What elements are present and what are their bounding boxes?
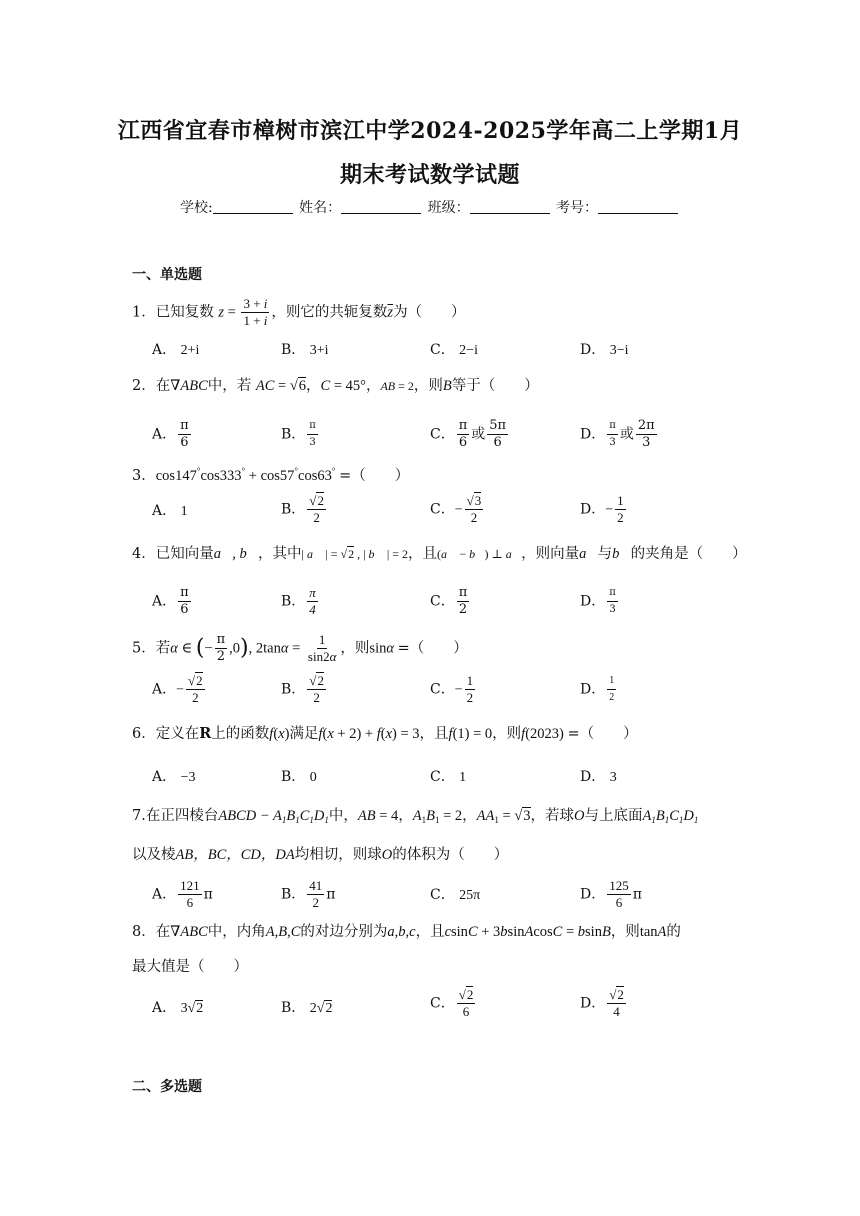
q6-option-c[interactable]: C． 1 bbox=[430, 769, 467, 785]
q1-option-c[interactable]: C． 2−i bbox=[430, 342, 478, 358]
q4-option-d[interactable]: D． $\frac{\pi}{3}$ bbox=[580, 587, 616, 615]
school-label: 学校: bbox=[179, 200, 213, 216]
class-label: 班级： bbox=[427, 200, 470, 216]
question-7: 7.在正四棱台ABCD − $A_1B_1C_1D_1$中，AB = 4，$A_1B_1 = 2$，$AA_1 = √3$，若球O与上底面$A_1B_1C_1D_1$ bbox=[132, 808, 699, 825]
question-8-line2: 最大值是（ ） bbox=[132, 959, 248, 975]
document-title-line2: 期末考试数学试题 bbox=[339, 162, 520, 188]
q3-option-b[interactable]: B． $\frac{√2}{2}$ bbox=[281, 493, 324, 525]
q1-option-d[interactable]: D． 3−i bbox=[580, 342, 629, 358]
q2-option-c[interactable]: C． $\frac{\pi}{6}$ 或 $\frac{5\pi}{6}$ bbox=[430, 418, 507, 450]
question-3: 3．cos147°cos333° + cos57°cos63° =（ ） bbox=[132, 466, 410, 484]
q7-option-d[interactable]: D． $\frac{125}{6}$ π bbox=[580, 878, 642, 910]
q7-option-a[interactable]: A． $\frac{121}{6}$ π bbox=[152, 878, 213, 910]
q6-option-d[interactable]: D． 3 bbox=[580, 769, 617, 785]
q7-option-c[interactable]: C． 25π bbox=[430, 887, 481, 903]
q5-option-c[interactable]: C．− $\frac{1}{2}$ bbox=[430, 673, 474, 705]
exam-number-blank[interactable] bbox=[598, 213, 678, 214]
q3-option-c[interactable]: C．− $\frac{√3}{2}$ bbox=[430, 493, 482, 525]
student-info-row bbox=[0, 197, 860, 217]
school-blank[interactable] bbox=[213, 213, 293, 214]
q6-option-b[interactable]: B． 0 bbox=[281, 769, 317, 785]
section-multi-choice: 二、多选题 bbox=[132, 1079, 202, 1095]
q2-option-b[interactable]: B． $\frac{\pi}{3}$ bbox=[281, 420, 316, 448]
q1-option-a[interactable]: A． 2+i bbox=[152, 342, 200, 358]
q8-option-b[interactable]: B． 2√2 bbox=[281, 1000, 333, 1016]
q1-option-b[interactable]: B． 3+i bbox=[281, 342, 329, 358]
q4-option-c[interactable]: C． $\frac{\pi}{2}$ bbox=[430, 585, 468, 617]
question-4: 4．已知向量a⃗, b⃗，其中| a⃗ | = √2 , | b⃗ | = 2，且(a⃗ − b⃗) ⊥ a⃗，则向量a⃗与b⃗的夹角是（ ） bbox=[132, 546, 747, 562]
q3-option-d[interactable]: D．− $\frac{1}{2}$ bbox=[580, 493, 624, 525]
q5-option-a[interactable]: A．− $\frac{√2}{2}$ bbox=[152, 673, 203, 705]
q8-option-a[interactable]: A． 3√2 bbox=[152, 1000, 204, 1016]
section-single-choice: 一、单选题 bbox=[132, 267, 202, 283]
q2-option-a[interactable]: A． $\frac{\pi}{6}$ bbox=[152, 418, 189, 450]
q6-option-a[interactable]: A． −3 bbox=[152, 769, 196, 785]
name-blank[interactable] bbox=[341, 213, 421, 214]
name-label: 姓名： bbox=[299, 200, 342, 216]
class-blank[interactable] bbox=[470, 213, 550, 214]
document-title-line1: 江西省宜春市樟树市滨江中学2024-2025学年高二上学期1月 bbox=[117, 118, 743, 144]
q4-option-b[interactable]: B． $\frac{\pi}{4}$ bbox=[281, 585, 316, 617]
question-8: 8．在∇ABC中，内角A,B,C的对边分别为a,b,c，且csinC + 3bsinAcosC = bsinB，则tanA的 bbox=[132, 924, 681, 940]
question-6: 6．定义在R上的函数f(x)满足f(x + 2) + f(x) = 3，且f(1) = 0，则f(2023) =（ ） bbox=[132, 725, 638, 742]
q2-option-d[interactable]: D． $\frac{\pi}{3}$ 或 $\frac{2\pi}{3}$ bbox=[580, 418, 655, 450]
q8-option-d[interactable]: D． $\frac{√2}{4}$ bbox=[580, 987, 624, 1019]
question-1: 1．已知复数 z = $\frac{3 + i}{1 + i}$ ，则它的共轭复数$\overline{z}$为（ ） bbox=[132, 296, 466, 328]
question-5: 5．若α ∈ (− $\frac{\pi}{2}$ ,0), 2tanα = $\frac{1}{\sin 2\alpha}$ ，则sinα =（ ） bbox=[132, 632, 468, 664]
exam-number-label: 考号： bbox=[556, 200, 599, 216]
q7-option-b[interactable]: B． $\frac{41}{2}$ π bbox=[281, 878, 336, 910]
q5-option-d[interactable]: D． $\frac{1}{2}$ bbox=[580, 675, 615, 703]
q3-option-a[interactable]: A． 1 bbox=[152, 503, 188, 519]
q4-option-a[interactable]: A． $\frac{\pi}{6}$ bbox=[152, 585, 189, 617]
question-7-line2: 以及棱AB，BC，CD，DA均相切，则球O的体积为（ ） bbox=[132, 847, 509, 863]
question-2: 2．在∇ABC中，若 AC = √6，C = 45°，AB = 2，则B等于（ ） bbox=[132, 378, 539, 394]
q5-option-b[interactable]: B． $\frac{√2}{2}$ bbox=[281, 673, 324, 705]
q8-option-c[interactable]: C． $\frac{√2}{6}$ bbox=[430, 987, 474, 1019]
